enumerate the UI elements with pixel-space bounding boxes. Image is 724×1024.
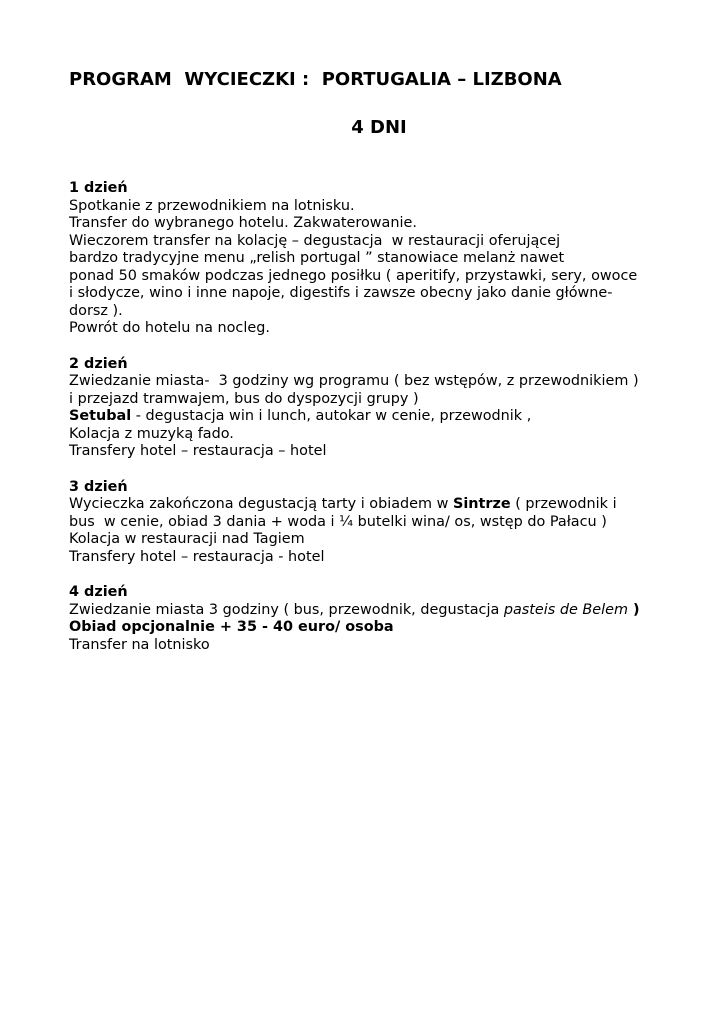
day-4-section [69,584,689,654]
day-2-line-4: Kolacja z muzyką fado. [69,425,234,442]
day-4-heading: 4 dzień [69,584,128,600]
day-4-line-2: Obiad opcjonalnie + 35 - 40 euro/ osoba [69,619,394,635]
day-3-line-3: Kolacja w restauracji nad Tagiem [69,531,305,547]
day-2-line-3-rest: - degustacja win i lunch, autokar w cenie, przewodnik , [131,408,532,424]
day-1-line-2: Transfer do wybranego hotelu. Zakwaterowanie. [69,215,417,231]
day-3-line-1-start: Wycieczka zakończona degustacją tarty i obiadem w [69,496,453,512]
day-1-line-1: Spotkanie z przewodnikiem na lotnisku. [69,197,355,214]
day-2-line-3 [69,408,689,426]
day-2-line-2: i przejazd tramwajem, bus do dyspozycji grupy ) [69,390,419,407]
sintrze-bold-text: Sintrze [452,496,511,512]
day-1-line-8: Powrót do hotelu na nocleg. [69,320,270,336]
day-2-heading: 2 dzień [69,355,128,372]
day-2-line-1: Zwiedzanie miasta- 3 godziny wg programu ( bez wstępów, z przewodnikiem ) [69,373,639,389]
day-4-line-1-start: Zwiedzanie miasta 3 godziny ( bus, przewodnik, degustacja [69,601,504,618]
page-subtitle: 4 DNI [351,117,407,138]
day-1-line-7: dorsz ). [69,302,123,319]
day-4-line-1-bold-end: ) [628,601,640,618]
day-3-line-1-end: ( przewodnik i [510,496,617,512]
page-title: PROGRAM WYCIECZKI : PORTUGALIA – LIZBONA [69,69,562,90]
day-4-line-1 [69,602,689,620]
day-3-line-2: bus w cenie, obiad 3 dania + woda i ¼ butelki wina/ os, wstęp do Pałacu ) [69,513,607,530]
day-2-section [69,356,689,461]
day-4-line-3: Transfer na lotnisko [69,636,210,653]
day-1-section [69,180,689,338]
day-3-heading: 3 dzień [69,478,128,495]
pasteis-italic-text: pasteis de Belem [503,601,629,618]
day-1-heading: 1 dzień [69,180,128,196]
day-3-line-1 [69,496,689,514]
day-1-line-4: bardzo tradycyjne menu „relish portugal ” stanowiace melanż nawet [69,250,565,266]
day-1-line-3: Wieczorem transfer na kolację – degustacja w restauracji oferującej [69,232,561,249]
setubal-bold-text: Setubal [69,408,132,424]
day-2-line-5: Transfery hotel – restauracja – hotel [69,443,327,459]
document-page [69,64,689,654]
day-1-line-6: i słodycze, wino i inne napoje, digestifs i zawsze obecny jako danie główne- [69,285,613,301]
day-3-section [69,479,689,567]
day-1-line-5: ponad 50 smaków podczas jednego posiłku ( aperitify, przystawki, sery, owoce [69,267,638,284]
day-3-line-4: Transfery hotel – restauracja - hotel [69,548,325,565]
